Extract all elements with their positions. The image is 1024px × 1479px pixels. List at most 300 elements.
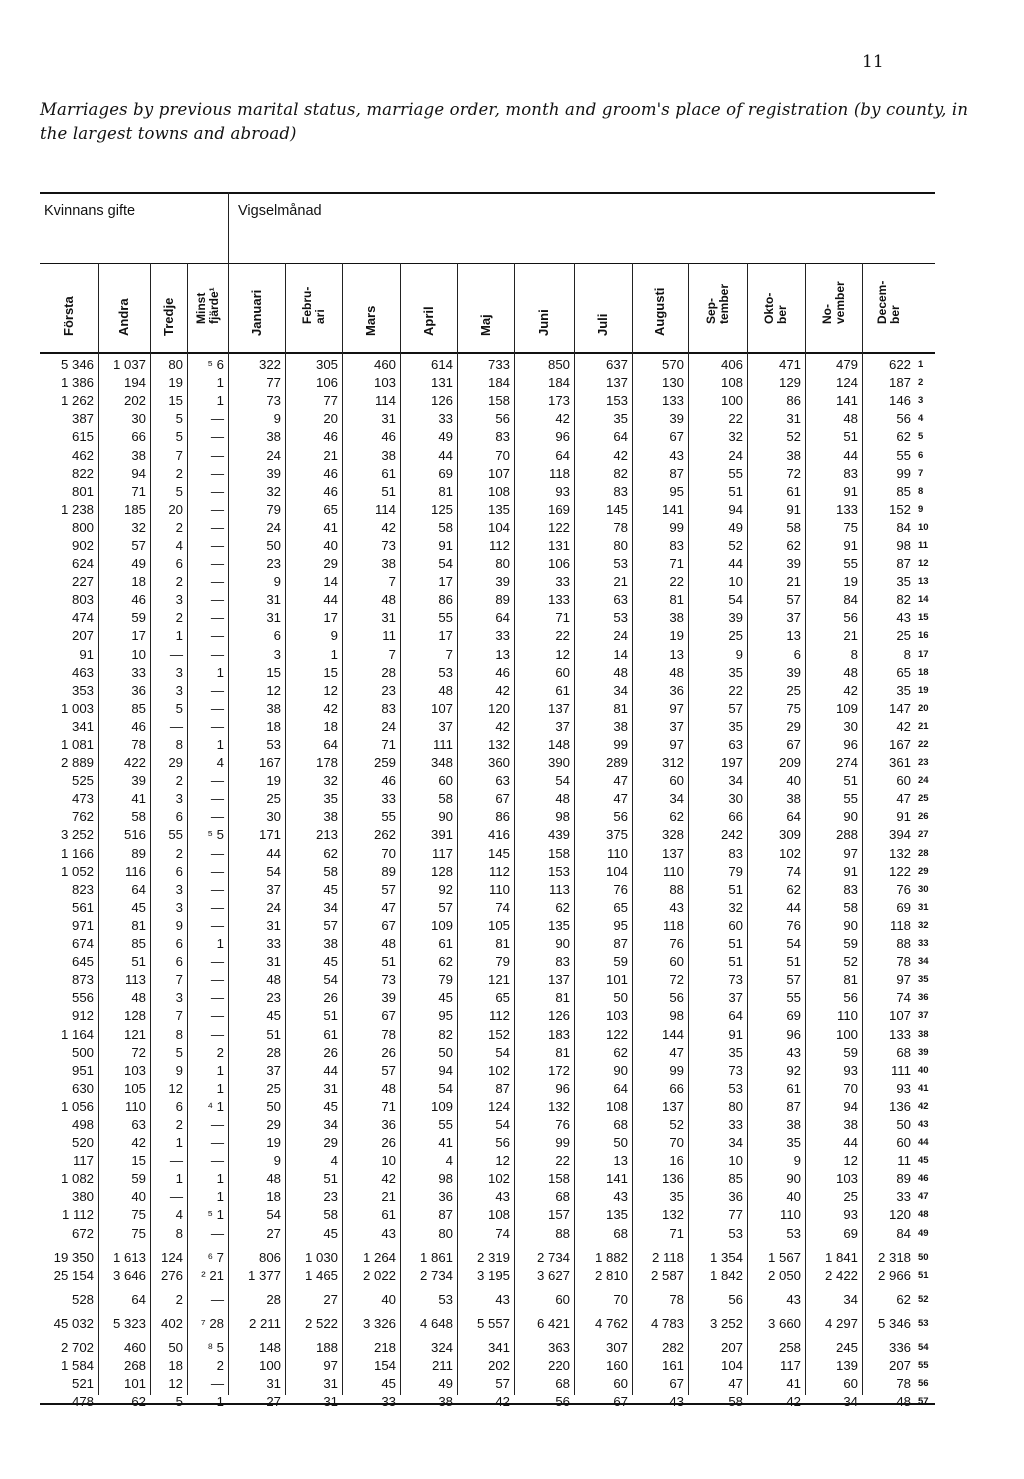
row-number: 57	[918, 1396, 929, 1408]
table-cell: 98	[896, 537, 911, 553]
table-cell: 220	[547, 1358, 570, 1374]
table-cell: 52	[786, 429, 801, 445]
table-cell: 65	[613, 899, 628, 915]
row-number: 21	[918, 720, 929, 732]
table-cell: 8	[850, 646, 858, 662]
table-cell: 9	[273, 1153, 281, 1169]
table-cell: 46	[495, 664, 510, 680]
table-cell: 80	[495, 556, 510, 572]
table-cell: 83	[843, 881, 858, 897]
table-cell: 66	[131, 429, 146, 445]
table-cell: 54	[495, 1044, 510, 1060]
table-cell: 88	[555, 1225, 570, 1241]
table-row	[40, 1007, 950, 1025]
table-cell: 41	[786, 1376, 801, 1392]
table-cell: 74	[495, 1225, 510, 1241]
table-cell: 97	[669, 737, 684, 753]
table-row	[40, 1134, 950, 1152]
table-cell: 202	[487, 1358, 510, 1374]
table-cell: 69	[786, 1008, 801, 1024]
table-cell: 471	[778, 357, 801, 373]
table-cell: 406	[720, 357, 743, 373]
table-cell: 1	[330, 646, 338, 662]
table-cell: 24	[728, 447, 743, 463]
table-cell: 8	[175, 1026, 183, 1042]
table-cell: 128	[123, 1008, 146, 1024]
table-cell: 35	[728, 664, 743, 680]
table-cell: 27	[266, 1394, 281, 1410]
table-cell: 24	[613, 628, 628, 644]
table-cell: 4	[216, 755, 224, 771]
table-cell: 98	[669, 1008, 684, 1024]
table-cell: 78	[896, 954, 911, 970]
table-cell: 87	[786, 1098, 801, 1114]
table-cell: 157	[547, 1207, 570, 1223]
table-cell: 34	[843, 1291, 858, 1307]
table-cell: 90	[786, 1171, 801, 1187]
table-cell: 64	[495, 610, 510, 626]
table-cell: 26	[381, 1135, 396, 1151]
table-cell: 674	[71, 936, 94, 952]
table-cell: 69	[896, 899, 911, 915]
table-cell: 99	[669, 519, 684, 535]
table-cell: 86	[438, 592, 453, 608]
table-cell: 26	[323, 1044, 338, 1060]
table-cell: 60	[555, 664, 570, 680]
row-number: 18	[918, 666, 929, 678]
table-cell: 128	[430, 863, 453, 879]
table-cell: 1 166	[60, 845, 94, 861]
table-cell: 23	[266, 556, 281, 572]
table-cell: 99	[555, 1135, 570, 1151]
table-cell: 72	[786, 465, 801, 481]
table-cell: 24	[266, 447, 281, 463]
table-cell: 42	[495, 718, 510, 734]
table-cell: 47	[613, 791, 628, 807]
table-cell: 10	[728, 574, 743, 590]
table-cell: 25	[786, 682, 801, 698]
table-cell: 22	[669, 574, 684, 590]
table-cell: 77	[266, 375, 281, 391]
table-cell: 1	[216, 375, 224, 391]
row-number: 46	[918, 1173, 929, 1185]
table-cell: 60	[896, 1135, 911, 1151]
table-cell: 141	[835, 393, 858, 409]
table-cell: 18	[131, 574, 146, 590]
table-cell: 137	[661, 845, 684, 861]
table-cell: 103	[605, 1008, 628, 1024]
table-cell: 2	[175, 519, 183, 535]
table-cell: 104	[720, 1358, 743, 1374]
table-cell: 107	[888, 1008, 911, 1024]
table-cell: 83	[613, 483, 628, 499]
table-cell: 78	[669, 1291, 684, 1307]
table-cell: 324	[430, 1340, 453, 1356]
table-cell: 1 567	[767, 1249, 801, 1265]
table-cell: 43	[613, 1189, 628, 1205]
table-cell: 5	[175, 483, 183, 499]
table-cell: 91	[843, 863, 858, 879]
table-cell: 2	[175, 845, 183, 861]
table-cell: 122	[605, 1026, 628, 1042]
row-number: 29	[918, 865, 929, 877]
table-cell: 96	[555, 1080, 570, 1096]
table-cell: 62	[786, 881, 801, 897]
table-cell: 15	[168, 393, 183, 409]
table-cell: 2	[216, 1044, 224, 1060]
row-number: 38	[918, 1028, 929, 1040]
table-cell: 85	[131, 700, 146, 716]
table-cell: 37	[555, 718, 570, 734]
table-cell: 54	[323, 972, 338, 988]
table-cell: 44	[438, 447, 453, 463]
table-cell: 75	[131, 1207, 146, 1223]
row-number: 27	[918, 829, 929, 841]
row-number: 11	[918, 539, 929, 551]
table-cell: 873	[71, 972, 94, 988]
table-cell: 60	[843, 1376, 858, 1392]
table-cell: 169	[547, 501, 570, 517]
table-cell: 46	[323, 483, 338, 499]
table-cell: 289	[605, 755, 628, 771]
table-cell: 6	[175, 936, 183, 952]
table-cell: 89	[131, 845, 146, 861]
table-cell: 158	[487, 393, 510, 409]
table-cell: 48	[266, 1171, 281, 1187]
table-cell: 1	[175, 628, 183, 644]
table-cell: 525	[71, 773, 94, 789]
table-cell: 850	[547, 357, 570, 373]
table-cell: 161	[661, 1358, 684, 1374]
table-cell: 70	[613, 1291, 628, 1307]
table-cell: 806	[258, 1249, 281, 1265]
table-cell: 5 323	[112, 1315, 146, 1331]
table-cell: 309	[778, 827, 801, 843]
table-cell: 152	[888, 501, 911, 517]
table-cell: 12	[266, 682, 281, 698]
row-number: 25	[918, 793, 929, 805]
table-cell: 110	[124, 1098, 146, 1114]
table-cell: 73	[266, 393, 281, 409]
column-header	[645, 268, 675, 350]
table-cell: 41	[131, 791, 146, 807]
table-cell: 59	[843, 1044, 858, 1060]
table-cell: 218	[373, 1340, 396, 1356]
table-cell: 147	[888, 700, 911, 716]
table-cell: 91	[896, 809, 911, 825]
table-cell: 67	[669, 1376, 684, 1392]
column-header-label: No- vember	[819, 281, 847, 324]
table-row	[40, 1116, 950, 1134]
table-cell: 39	[669, 411, 684, 427]
table-cell: 111	[432, 737, 453, 753]
table-cell: 3	[175, 881, 183, 897]
table-cell: 113	[124, 972, 146, 988]
column-header	[471, 268, 501, 350]
row-number: 10	[918, 521, 929, 533]
table-cell: 31	[323, 1394, 338, 1410]
table-cell: 107	[487, 465, 510, 481]
table-cell: 62	[669, 809, 684, 825]
table-cell: 132	[547, 1098, 570, 1114]
table-row	[40, 483, 950, 501]
table-cell: 460	[373, 357, 396, 373]
table-cell: 32	[266, 483, 281, 499]
table-cell: 158	[547, 845, 570, 861]
table-cell: 78	[131, 737, 146, 753]
table-cell: —	[210, 1225, 224, 1241]
table-cell: 33	[495, 628, 510, 644]
table-cell: 38	[381, 447, 396, 463]
table-cell: 55	[438, 1116, 453, 1132]
table-cell: 5	[175, 1044, 183, 1060]
table-cell: 116	[124, 863, 146, 879]
table-cell: 38	[266, 429, 281, 445]
table-cell: 57	[381, 1062, 396, 1078]
table-cell: 28	[266, 1291, 281, 1307]
table-cell: 31	[266, 1376, 281, 1392]
table-cell: 2 734	[419, 1267, 453, 1283]
row-number: 47	[918, 1191, 929, 1203]
table-cell: 43	[786, 1291, 801, 1307]
table-row	[40, 1375, 950, 1393]
table-row	[40, 989, 950, 1007]
table-row	[40, 790, 950, 808]
table-cell: 148	[547, 737, 570, 753]
table-cell: 45 032	[53, 1315, 94, 1331]
table-row	[40, 1333, 950, 1357]
table-cell: 52	[728, 537, 743, 553]
column-header	[819, 268, 849, 350]
table-cell: 90	[555, 936, 570, 952]
table-cell: 36	[728, 1189, 743, 1205]
table-cell: 38	[131, 447, 146, 463]
table-cell: 55	[843, 791, 858, 807]
column-header	[356, 268, 386, 350]
table-cell: 122	[547, 519, 570, 535]
table-cell: 624	[71, 556, 94, 572]
table-cell: 38	[323, 936, 338, 952]
table-cell: 153	[605, 393, 628, 409]
table-cell: 60	[438, 773, 453, 789]
table-cell: 139	[835, 1358, 858, 1374]
table-cell: 83	[555, 954, 570, 970]
table-cell: 10	[131, 646, 146, 662]
table-cell: 37	[786, 610, 801, 626]
page-number: 11	[862, 52, 884, 72]
table-cell: 9	[175, 1062, 183, 1078]
table-cell: 2 211	[248, 1315, 281, 1331]
table-cell: —	[210, 881, 224, 897]
column-header-label: Juli	[595, 313, 610, 336]
table-cell: 131	[547, 537, 570, 553]
table-cell: 87	[495, 1080, 510, 1096]
table-cell: 67	[669, 429, 684, 445]
row-number: 54	[918, 1342, 929, 1354]
table-cell: 1 264	[362, 1249, 396, 1265]
table-cell: 117	[779, 1358, 801, 1374]
table-cell: 29	[323, 1135, 338, 1151]
table-cell: 73	[728, 972, 743, 988]
data-table	[40, 356, 950, 1411]
table-cell: 44	[843, 447, 858, 463]
table-cell: 56	[555, 1394, 570, 1410]
table-cell: 58	[786, 519, 801, 535]
column-header-label: Första	[61, 296, 76, 336]
table-cell: 262	[373, 827, 396, 843]
table-cell: 11	[382, 628, 396, 644]
table-cell: ² 21	[201, 1267, 224, 1283]
table-cell: 38	[613, 718, 628, 734]
table-cell: 104	[487, 519, 510, 535]
table-cell: 77	[728, 1207, 743, 1223]
table-cell: 135	[487, 501, 510, 517]
table-cell: —	[210, 411, 224, 427]
table-cell: 87	[669, 465, 684, 481]
table-cell: 45	[323, 881, 338, 897]
row-number: 52	[918, 1293, 929, 1305]
table-cell: 53	[728, 1225, 743, 1241]
table-cell: 7	[175, 447, 183, 463]
row-number: 16	[918, 630, 929, 642]
column-header	[588, 268, 618, 350]
table-cell: 672	[71, 1225, 94, 1241]
table-cell: 59	[131, 1171, 146, 1187]
table-cell: 35	[896, 574, 911, 590]
table-cell: 46	[131, 718, 146, 734]
table-cell: 211	[431, 1358, 453, 1374]
table-cell: 126	[430, 393, 453, 409]
table-cell: 81	[495, 936, 510, 952]
table-cell: —	[210, 429, 224, 445]
row-number: 35	[918, 974, 929, 986]
table-cell: 29	[168, 755, 183, 771]
table-cell: 34	[613, 682, 628, 698]
table-cell: 822	[71, 465, 94, 481]
row-number: 15	[918, 612, 929, 624]
table-cell: 307	[605, 1340, 628, 1356]
table-cell: 95	[613, 917, 628, 933]
table-cell: 74	[896, 990, 911, 1006]
table-cell: 96	[786, 1026, 801, 1042]
table-cell: 122	[888, 863, 911, 879]
table-cell: 39	[786, 664, 801, 680]
table-cell: 3	[175, 791, 183, 807]
table-cell: 1	[216, 1394, 224, 1410]
table-cell: 902	[71, 537, 94, 553]
table-cell: 615	[71, 429, 94, 445]
table-cell: 43	[381, 1225, 396, 1241]
table-cell: 197	[720, 755, 743, 771]
table-cell: 630	[71, 1080, 94, 1096]
table-cell: 31	[786, 411, 801, 427]
row-number: 17	[918, 648, 929, 660]
table-cell: 124	[160, 1249, 183, 1265]
table-cell: —	[210, 954, 224, 970]
table-cell: 242	[720, 827, 743, 843]
table-cell: 33	[555, 574, 570, 590]
table-row	[40, 555, 950, 573]
table-cell: 133	[661, 393, 684, 409]
table-cell: 91	[728, 1026, 743, 1042]
table-cell: 24	[266, 519, 281, 535]
table-cell: 1	[175, 1135, 183, 1151]
group-header-month: Vigselmånad	[238, 203, 322, 219]
table-cell: ⁵ 5	[207, 827, 224, 843]
table-cell: 90	[438, 809, 453, 825]
column-header-label: Juni	[536, 309, 551, 336]
table-cell: 63	[728, 737, 743, 753]
table-cell: 83	[728, 845, 743, 861]
table-row	[40, 591, 950, 609]
table-cell: 83	[495, 429, 510, 445]
table-cell: 132	[487, 737, 510, 753]
row-number: 44	[918, 1137, 929, 1149]
table-cell: 1 052	[60, 863, 94, 879]
table-cell: —	[210, 447, 224, 463]
table-cell: 4	[445, 1153, 453, 1169]
table-cell: 31	[323, 1080, 338, 1096]
row-number: 12	[918, 558, 929, 570]
table-cell: —	[169, 1189, 183, 1205]
table-row	[40, 1170, 950, 1188]
table-cell: 79	[728, 863, 743, 879]
table-cell: 70	[495, 447, 510, 463]
table-cell: 184	[547, 375, 570, 391]
table-cell: 12	[843, 1153, 858, 1169]
table-cell: 145	[605, 501, 628, 517]
table-cell: 7	[388, 646, 396, 662]
table-cell: 460	[123, 1340, 146, 1356]
table-cell: 144	[661, 1026, 684, 1042]
table-cell: 268	[123, 1358, 146, 1374]
table-cell: 9	[330, 628, 338, 644]
table-cell: —	[210, 700, 224, 716]
table-cell: 380	[71, 1189, 94, 1205]
row-number: 28	[918, 847, 929, 859]
table-cell: 91	[843, 483, 858, 499]
table-cell: 28	[381, 664, 396, 680]
table-cell: 51	[381, 483, 396, 499]
table-cell: 12	[168, 1080, 183, 1096]
row-number: 22	[918, 739, 929, 751]
table-cell: 2	[216, 1358, 224, 1374]
table-cell: 108	[487, 483, 510, 499]
table-cell: 25	[728, 628, 743, 644]
row-number: 3	[918, 395, 924, 407]
table-cell: 15	[266, 664, 281, 680]
table-cell: 288	[835, 827, 858, 843]
table-cell: 102	[487, 1062, 510, 1078]
table-cell: 59	[613, 954, 628, 970]
table-row	[40, 501, 950, 519]
table-cell: 89	[495, 592, 510, 608]
table-cell: —	[210, 1135, 224, 1151]
table-cell: 91	[843, 537, 858, 553]
table-cell: 55	[381, 809, 396, 825]
table-cell: 473	[71, 791, 94, 807]
table-cell: —	[169, 646, 183, 662]
table-cell: 54	[555, 773, 570, 789]
table-cell: 32	[131, 519, 146, 535]
table-cell: 45	[131, 899, 146, 915]
table-row	[40, 899, 950, 917]
table-cell: 44	[323, 1062, 338, 1078]
table-cell: 38	[669, 610, 684, 626]
table-cell: 47	[669, 1044, 684, 1060]
table-cell: 94	[728, 501, 743, 517]
table-cell: 39	[786, 556, 801, 572]
